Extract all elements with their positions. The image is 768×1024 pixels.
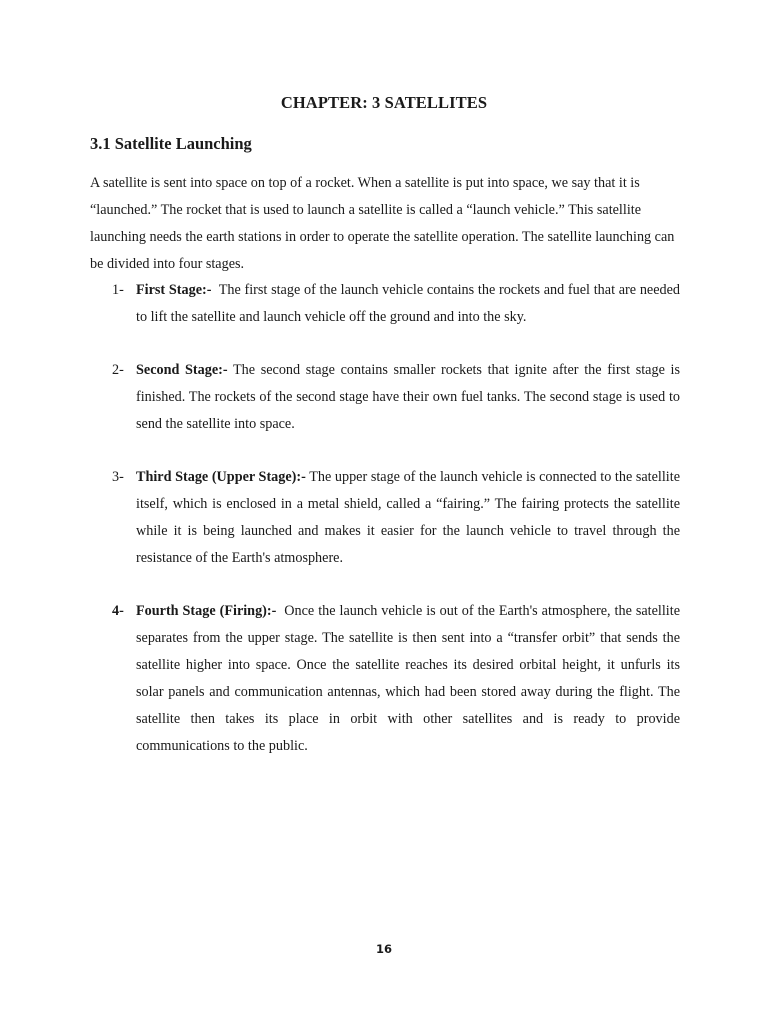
- list-item-stage-2: [90, 357, 680, 438]
- stage-title: First Stage:-: [136, 282, 212, 298]
- intro-paragraph: A satellite is sent into space on top of a rocket. When a satellite is put into space, we say that it is “launched.” The rocket that is used to launch a satellite is called a “launch vehicle.” This satellite launching needs the earth stations in order to operate the satellite operation. The satellite launching can be divided into four stages.: [90, 175, 675, 272]
- list-item-stage-4: [90, 598, 680, 760]
- stage-text: The first stage of the launch vehicle contains the rockets and fuel that are needed to lift the satellite and launch vehicle off the ground and into the sky.: [136, 282, 680, 325]
- stage-text: The second stage contains smaller rockets that ignite after the first stage is finished. The rockets of the second stage have their own fuel tanks. The second stage is used to send the satellite into space.: [136, 362, 680, 432]
- chapter-title: CHAPTER: 3 SATELLITES: [280, 93, 488, 112]
- stage-number: 2-: [112, 362, 124, 378]
- list-item-stage-3: [90, 464, 680, 572]
- page-number: 16: [375, 942, 392, 956]
- stage-title: Fourth Stage (Firing):-: [136, 603, 277, 619]
- list-item-stage-1: [90, 277, 680, 331]
- stage-text: Once the launch vehicle is out of the Earth's atmosphere, the satellite separates from the upper stage. The satellite is then sent into a “transfer orbit” that sends the satellite higher into space. Once the satellite reaches its desired orbital height, it unfurls its solar panels and communication antennas, which had been stored away during the flight. The satellite then takes its place in orbit with other satellites and is ready to provide communications to the public.: [136, 603, 680, 754]
- stage-number: 3-: [112, 469, 124, 485]
- stage-number: 4-: [112, 603, 124, 619]
- stage-list: [90, 277, 680, 786]
- section-heading: 3.1 Satellite Launching: [90, 134, 252, 153]
- stage-title: Third Stage (Upper Stage):-: [136, 469, 306, 485]
- stage-title: Second Stage:-: [136, 362, 228, 378]
- stage-text: The upper stage of the launch vehicle is connected to the satellite itself, which is enclosed in a metal shield, called a “fairing.” The fairing protects the satellite while it is being launched and makes it easier for the launch vehicle to travel through the resistance of the Earth's atmosphere.: [136, 469, 680, 566]
- stage-number: 1-: [112, 282, 124, 298]
